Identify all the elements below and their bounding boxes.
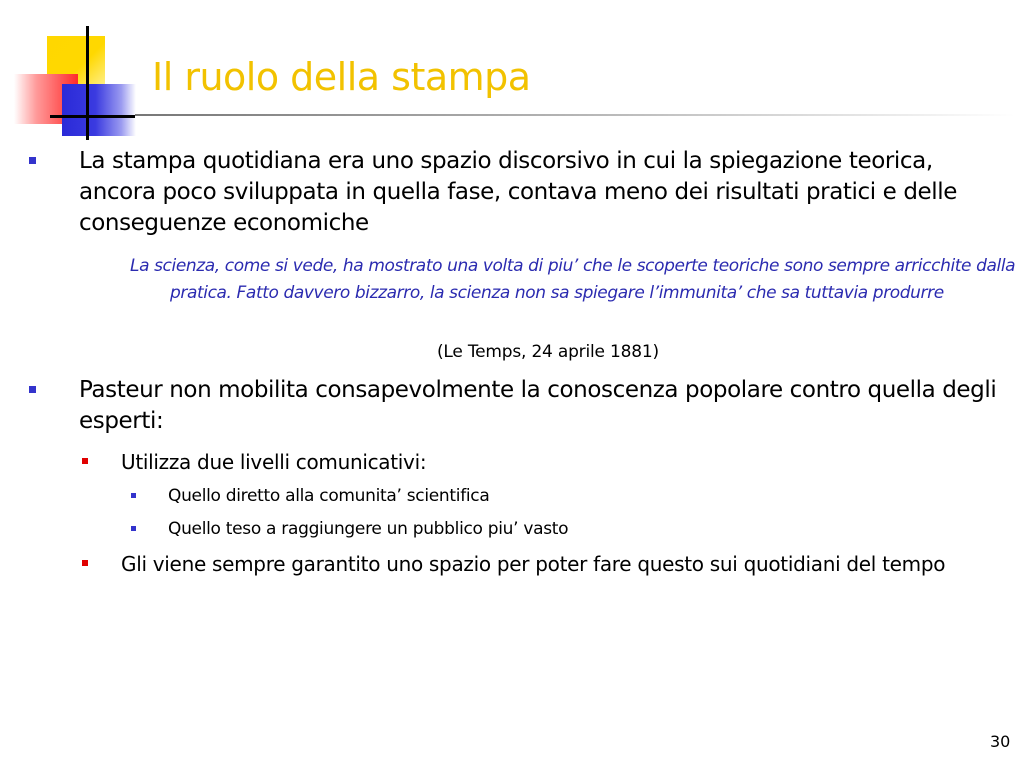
logo-horizontal-line [50, 115, 135, 118]
bullet-two-levels: Utilizza due livelli comunicativi: [121, 448, 1006, 477]
bullet-newspaper-space: Gli viene sempre garantito uno spazio per poter fare questo sui quotidiani del tempo [121, 550, 1006, 579]
bullet-press-role: La stampa quotidiana era uno spazio discorsivo in cui la spiegazione teorica, ancora poco sviluppata in quella fase, contava meno dei risultati pratici e delle conseguenze economiche [79, 146, 1004, 239]
bullet-pasteur: Pasteur non mobilita consapevolmente la conoscenza popolare contro quella degli esperti: [79, 375, 1004, 437]
bullet-scientific-community: Quello diretto alla comunita’ scientifica [168, 484, 998, 508]
quote-text: La scienza, come si vede, ha mostrato una volta di piu’ che le scoperte teoriche sono sempre arricchite dalla pratica. Fatto davvero bizzarro, la scienza non sa spiegare l’immunita’ che sa tuttavia produrre [130, 256, 1016, 303]
title-divider [135, 114, 1015, 116]
logo-squares-icon [0, 0, 150, 150]
logo-blue-square [62, 84, 136, 136]
page-number: 30 [990, 732, 1011, 751]
quote-citation: (Le Temps, 24 aprile 1881) [437, 342, 659, 362]
slide-title: Il ruolo della stampa [152, 55, 531, 99]
bullet-wider-public: Quello teso a raggiungere un pubblico piu’ vasto [168, 517, 998, 541]
logo-vertical-line [86, 26, 89, 140]
